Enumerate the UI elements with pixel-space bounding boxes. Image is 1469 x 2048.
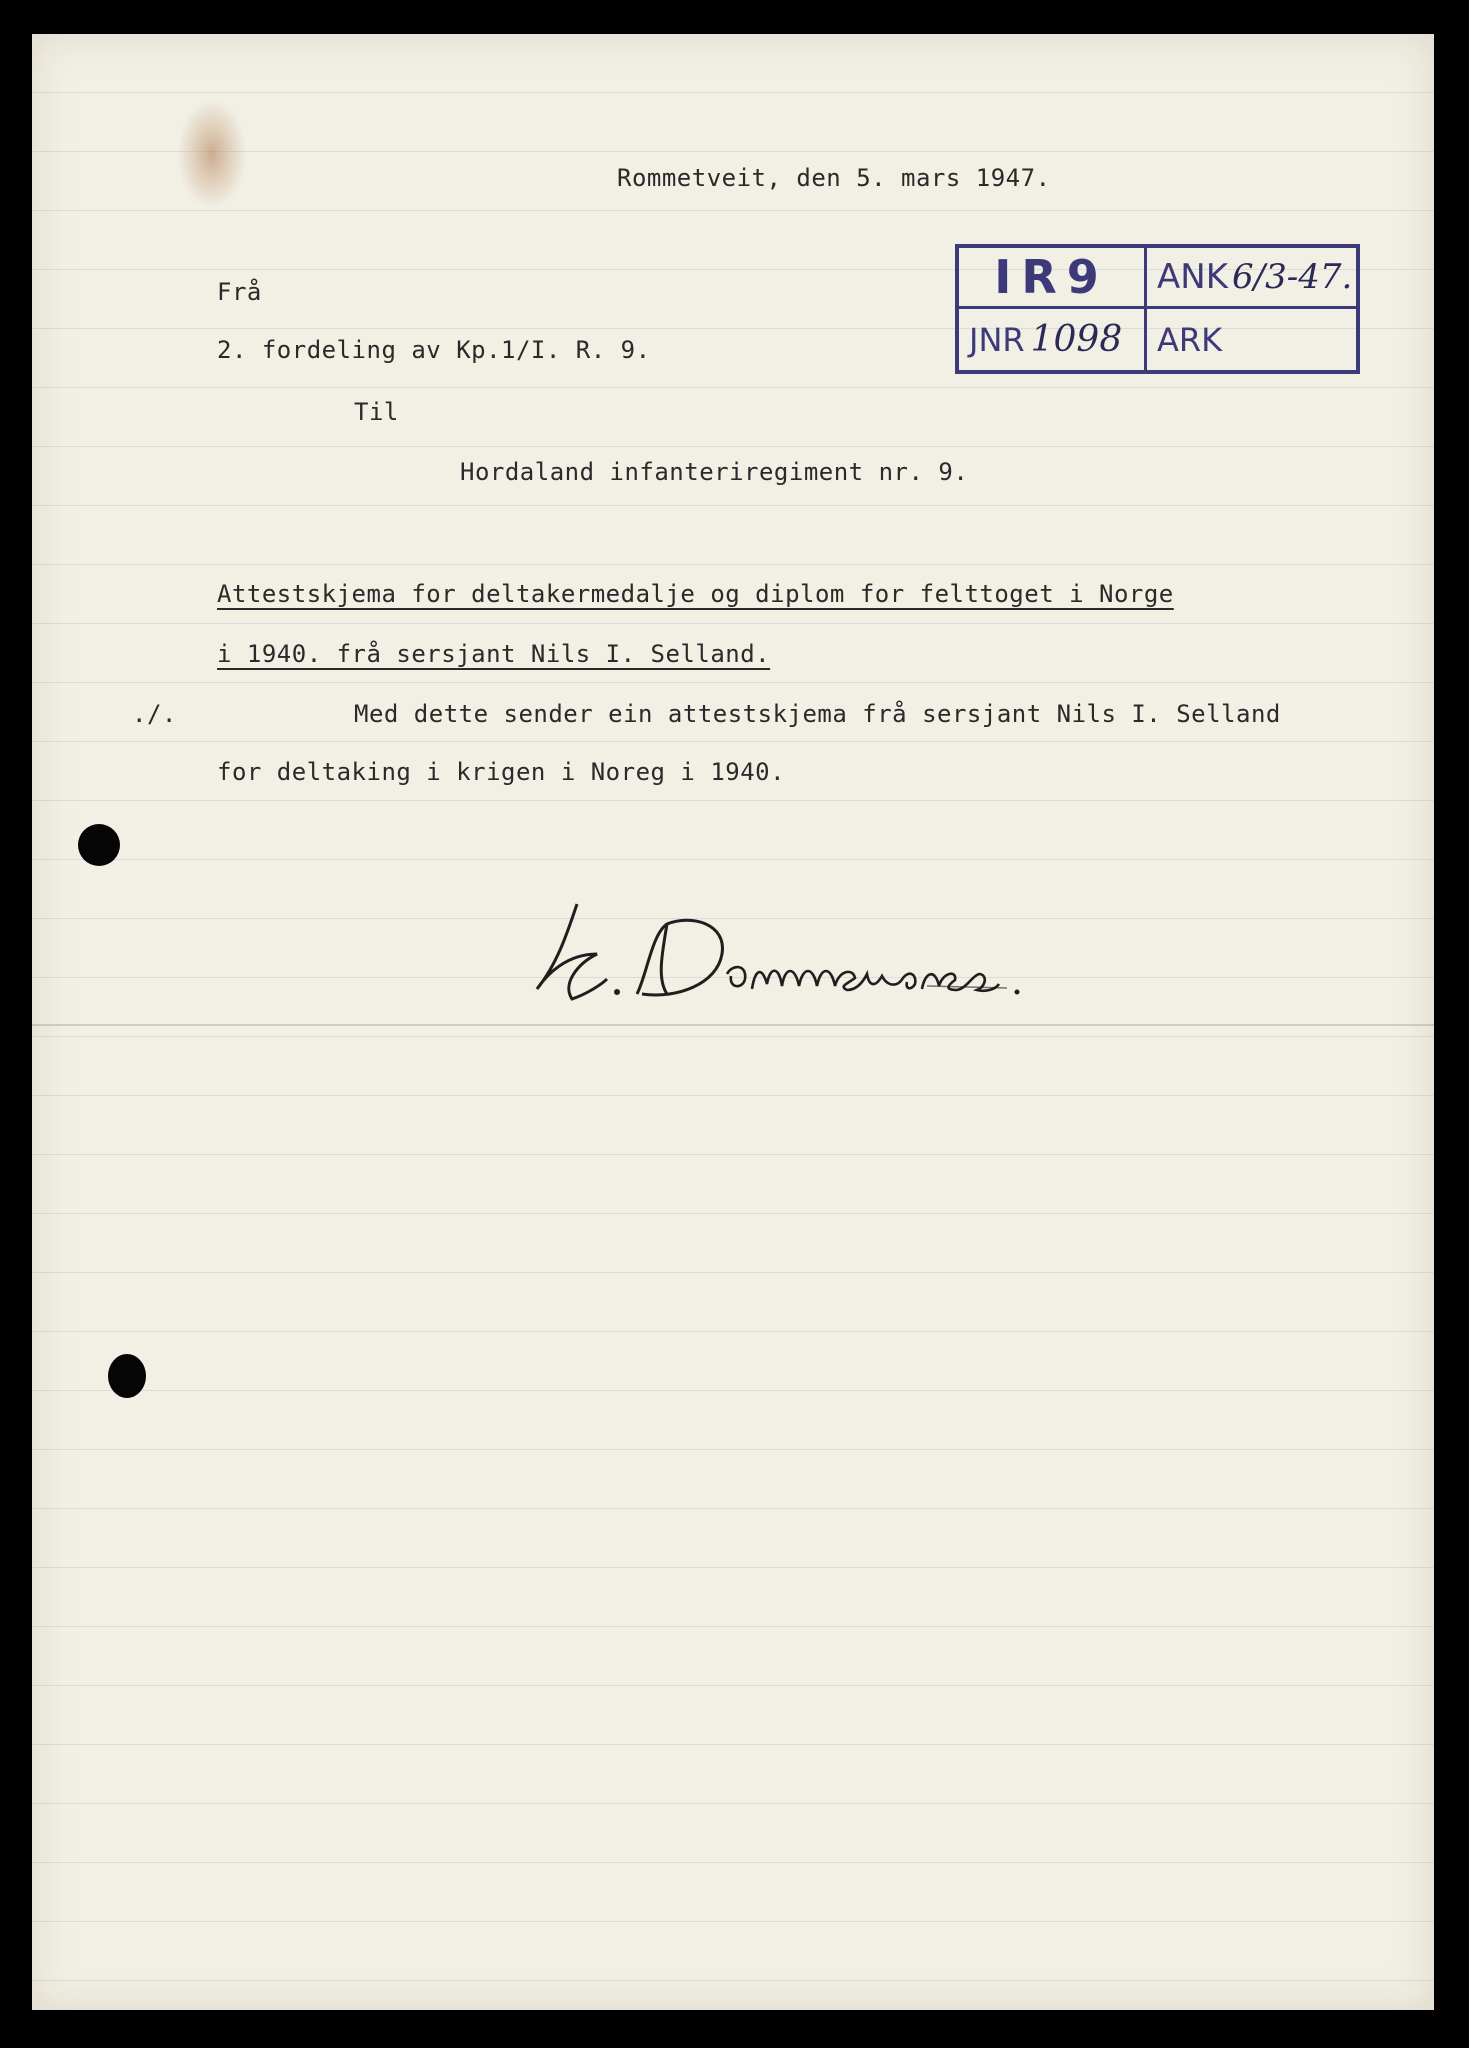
date-line: Rommetveit, den 5. mars 1947.	[617, 164, 1051, 192]
enclosure-mark: ./.	[132, 700, 177, 728]
stamp-jnr-label: JNR	[969, 320, 1025, 359]
stamp-unit: IR9	[959, 248, 1147, 309]
punch-hole-lower	[108, 1354, 146, 1398]
stamp-ank	[1147, 248, 1356, 309]
stamp-jnr	[959, 309, 1147, 370]
subject-line-1: Attestskjema for deltakermedalje og diplom for felttoget i Norge	[217, 580, 1174, 608]
stamp-ank-date: 6/3-47.	[1232, 257, 1353, 297]
subject-line-2: i 1940. frå sersjant Nils I. Selland.	[217, 640, 771, 668]
stamp-ark: ARK	[1157, 320, 1223, 359]
from-unit: 2. fordeling av Kp.1/I. R. 9.	[217, 336, 651, 364]
archive-stamp	[955, 244, 1360, 374]
body-line-2: for deltaking i krigen i Noreg i 1940.	[217, 758, 786, 786]
rust-stain	[177, 99, 247, 209]
to-unit: Hordaland infanteriregiment nr. 9.	[460, 458, 969, 486]
from-label: Frå	[217, 278, 262, 306]
document-page	[32, 34, 1434, 2010]
fold-line	[32, 1024, 1434, 1026]
stamp-ank-label: ANK	[1157, 257, 1228, 297]
handwritten-signature	[517, 894, 1067, 1014]
to-label: Til	[354, 398, 399, 426]
stamp-jnr-number: 1098	[1030, 319, 1123, 360]
body-line-1: Med dette sender ein attestskjema frå sersjant Nils I. Selland	[354, 700, 1281, 728]
punch-hole-upper	[78, 824, 120, 866]
